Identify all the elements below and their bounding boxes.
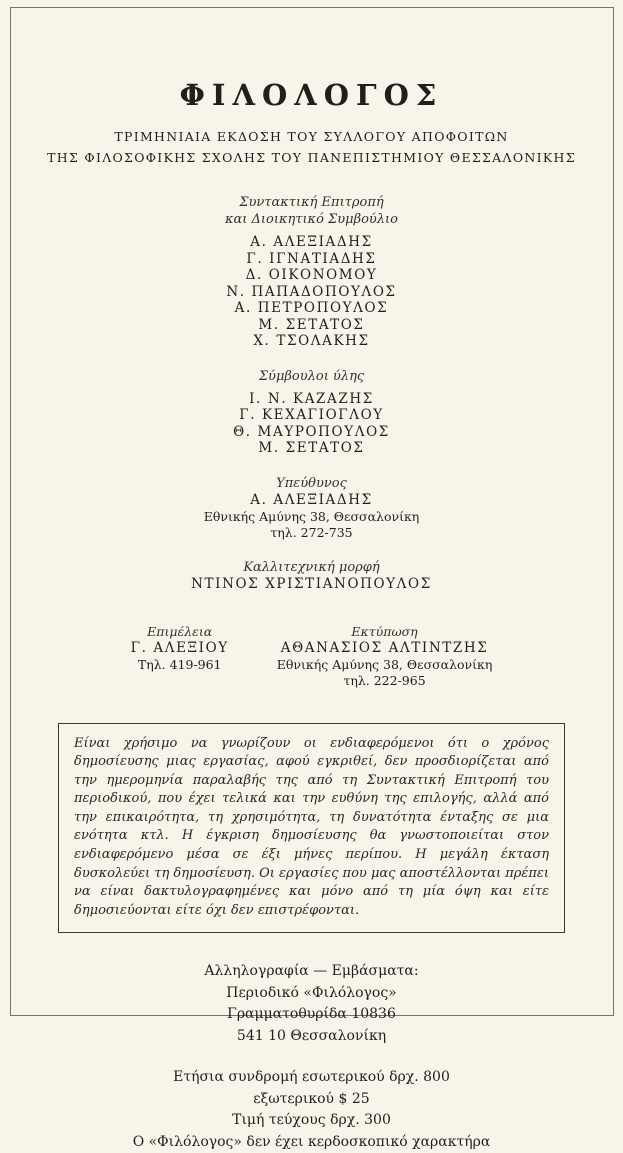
section-correspondence: [32, 961, 591, 1047]
member-name: Θ. ΜΑΥΡΟΠΟΥΛΟΣ: [233, 423, 390, 440]
artistic-design-name: ΝΤΙΝΟΣ ΧΡΙΣΤΙΑΝΟΠΟΥΛΟΣ: [191, 575, 432, 592]
section-subscription: [32, 1067, 591, 1153]
correspondence-line: Γραμματοθυρίδα 10836: [227, 1006, 396, 1023]
responsible-name: Α. ΑΛΕΞΙΑΔΗΣ: [250, 491, 373, 508]
member-name: Μ. ΣΕΤΑΤΟΣ: [258, 316, 365, 333]
subscription-line: Τιμή τεύχους δρχ. 300: [232, 1112, 391, 1129]
content-advisors-members: [32, 391, 591, 457]
subtitle-line-1: ΤΡΙΜΗΝΙΑΙΑ ΕΚΔΟΣΗ ΤΟΥ ΣΥΛΛΟΓΟΥ ΑΠΟΦΟΙΤΩΝ: [114, 129, 509, 144]
printing-address: Εθνικής Αμύνης 38, Θεσσαλονίκη: [276, 656, 493, 672]
member-name: Γ. ΙΓΝΑΤΙΑΔΗΣ: [246, 250, 377, 267]
editing-phone: Τηλ. 419-961: [137, 656, 222, 672]
editing-name: Γ. ΑΛΕΞΙΟΥ: [130, 639, 229, 656]
editing-column: [131, 623, 229, 673]
printing-column: [277, 623, 493, 689]
subscription-line: Ο «Φιλόλογος» δεν έχει κερδοσκοπικό χαρακτήρα: [132, 1133, 491, 1150]
section-responsible: [32, 475, 591, 541]
member-name: Χ. ΤΣΟΛΑΚΗΣ: [253, 333, 370, 349]
section-editorial-board: [32, 194, 591, 350]
correspondence-line: Περιοδικό «Φιλόλογος»: [226, 984, 397, 1001]
member-name: Δ. ΟΙΚΟΝΟΜΟΥ: [245, 267, 378, 283]
printing-phone: τηλ. 222-965: [343, 672, 426, 688]
page-title: ΦΙΛΟΛΟΓΟΣ: [179, 78, 444, 112]
member-name: Μ. ΣΕΤΑΤΟΣ: [258, 440, 365, 456]
responsible-address: Εθνικής Αμύνης 38, Θεσσαλονίκη: [203, 508, 420, 524]
content-advisors-heading: Σύμβουλοι ύλης: [258, 368, 365, 384]
subscription-line: Ετήσια συνδρομή εσωτερικού δρχ. 800: [173, 1069, 450, 1086]
member-name: Α. ΑΛΕΞΙΑΔΗΣ: [250, 234, 373, 250]
section-artistic-design: [32, 559, 591, 593]
subscription-line: εξωτερικού $ 25: [253, 1090, 370, 1107]
editorial-board-members: [32, 234, 591, 350]
page-subtitle: [32, 126, 591, 168]
submission-notice: Είναι χρήσιμο να γνωρίζουν οι ενδιαφερόμενοι ότι ο χρόνος δημοσίευσης μιας εργασίας, αφού εγκριθεί, δεν προσδιορίζεται από την ημερομηνία παραλαβής της από τη Συντακτική Επιτροπή του περιοδικού, που έχει τελικά και την ευθύνη της επιλογής, αλλά από την επικαιρότητα, τη χρησιμότητα, τη δυνατότητα ένταξης σε μια ενότητα κτλ. Η έγκριση δημοσίευσης θα γνωστοποιείται στον ενδιαφερόμενο μέσα σε έξι μήνες περίπου. Η μεγάλη έκταση δυσκολεύει τη δημοσίευση. Οι εργασίες που μας αποστέλλονται πρέπει να είναι δακτυλογραφημένες και μόνο από τη μία όψη και είτε δημοσιεύονται είτε όχι δεν επιστρέφονται.: [58, 723, 565, 934]
section-editing-printing: [32, 623, 591, 689]
member-name: Γ. ΚΕΧΑΓΙΟΓΛΟΥ: [239, 407, 384, 423]
editing-heading: Επιμέλεια: [147, 623, 213, 639]
printing-heading: Εκτύπωση: [351, 623, 418, 639]
member-name: Ι. Ν. ΚΑΖΑΖΗΣ: [249, 390, 374, 407]
artistic-design-heading: Καλλιτεχνική μορφή: [243, 559, 380, 575]
section-content-advisors: [32, 368, 591, 457]
correspondence-line: 541 10 Θεσσαλονίκη: [236, 1027, 387, 1044]
subtitle-line-2: ΤΗΣ ΦΙΛΟΣΟΦΙΚΗΣ ΣΧΟΛΗΣ ΤΟΥ ΠΑΝΕΠΙΣΤΗΜΙΟΥ ΘΕΣΣΑΛΟΝΙΚΗΣ: [47, 150, 576, 165]
member-name: Α. ΠΕΤΡΟΠΟΥΛΟΣ: [234, 300, 389, 316]
editorial-board-heading-2: και Διοικητικό Συμβούλιο: [225, 212, 398, 227]
printing-name: ΑΘΑΝΑΣΙΟΣ ΑΛΤΙΝΤΖΗΣ: [280, 639, 489, 656]
editorial-board-heading-1: Συντακτική Επιτροπή: [239, 195, 384, 210]
member-name: Ν. ΠΑΠΑΔΟΠΟΥΛΟΣ: [226, 283, 397, 300]
colophon-page: [32, 0, 591, 1153]
responsible-phone: τηλ. 272-735: [270, 524, 353, 540]
correspondence-heading: Αλληλογραφία — Εμβάσματα:: [204, 963, 419, 980]
responsible-heading: Υπεύθυνος: [276, 475, 347, 491]
